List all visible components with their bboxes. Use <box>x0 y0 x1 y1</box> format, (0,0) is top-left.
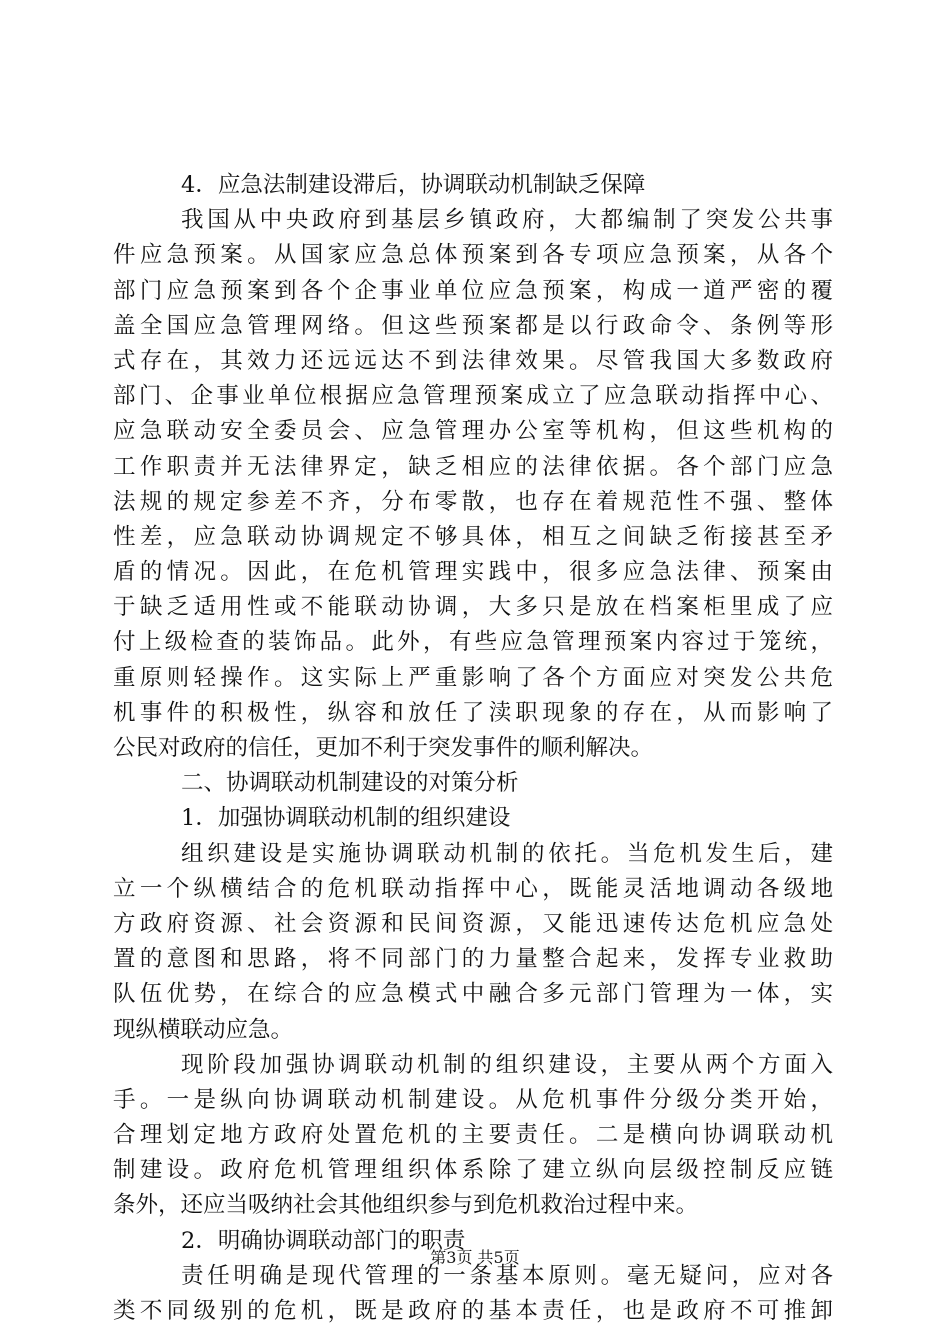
paragraph-line: 我国从中央政府到基层乡镇政府，大都编制了突发公共事 <box>181 207 833 234</box>
paragraph-line: 于缺乏适用性或不能联动协调，大多只是放在档案柜里成了应 <box>113 594 833 621</box>
paragraph-line: 责任明确是现代管理的一条基本原则。毫无疑问，应对各 <box>181 1262 833 1289</box>
paragraph-line: 应急联动安全委员会、应急管理办公室等机构，但这些机构的 <box>113 418 833 445</box>
document-body <box>113 168 833 1329</box>
paragraph-line: 类不同级别的危机，既是政府的基本责任，也是政府不可推卸 <box>113 1298 833 1324</box>
subsection-heading-2: 2．明确协调联动部门的职责 <box>181 1227 466 1254</box>
paragraph-line: 现阶段加强协调联动机制的组织建设，主要从两个方面入 <box>181 1051 833 1078</box>
paragraph-line: 部门、企事业单位根据应急管理预案成立了应急联动指挥中心、 <box>113 383 833 410</box>
section-heading-4: 4．应急法制建设滞后，协调联动机制缺乏保障 <box>181 172 646 198</box>
page-number-footer: 第3页 共5页 <box>430 1248 520 1267</box>
paragraph-line: 合理划定地方政府处置危机的主要责任。二是横向协调联动机 <box>113 1122 833 1149</box>
paragraph-line: 盖全国应急管理网络。但这些预案都是以行政命令、条例等形 <box>113 312 833 339</box>
paragraph-line: 方政府资源、社会资源和民间资源，又能迅速传达危机应急处 <box>113 910 833 937</box>
paragraph-line: 重原则轻操作。这实际上严重影响了各个方面应对突发公共危 <box>113 664 833 691</box>
paragraph-line: 队伍优势，在综合的应急模式中融合多元部门管理为一体，实 <box>113 981 833 1008</box>
paragraph-line: 付上级检查的装饰品。此外，有些应急管理预案内容过于笼统， <box>113 629 833 656</box>
paragraph-line: 立一个纵横结合的危机联动指挥中心，既能灵活地调动各级地 <box>113 875 833 902</box>
paragraph-line: 式存在，其效力还远远达不到法律效果。尽管我国大多数政府 <box>113 347 833 374</box>
paragraph-line: 法规的规定参差不齐，分布零散，也存在着规范性不强、整体 <box>113 488 833 515</box>
subsection-heading-1: 1．加强协调联动机制的组织建设 <box>181 805 511 832</box>
paragraph-line: 机事件的积极性，纵容和放任了渎职现象的存在，从而影响了 <box>113 699 833 726</box>
paragraph-last-line: 条外，还应当吸纳社会其他组织参与到危机救治过程中来。 <box>113 1192 699 1219</box>
paragraph-line: 制建设。政府危机管理组织体系除了建立纵向层级控制反应链 <box>113 1157 833 1184</box>
paragraph-last-line: 现纵横联动应急。 <box>113 1016 294 1043</box>
paragraph-line: 置的意图和思路，将不同部门的力量整合起来，发挥专业救助 <box>113 946 833 973</box>
section-heading-2: 二、协调联动机制建设的对策分析 <box>181 770 519 797</box>
paragraph-line: 盾的情况。因此，在危机管理实践中，很多应急法律、预案由 <box>113 559 833 586</box>
paragraph-line: 组织建设是实施协调联动机制的依托。当危机发生后，建 <box>181 840 833 867</box>
paragraph-line: 性差，应急联动协调规定不够具体，相互之间缺乏衔接甚至矛 <box>113 523 833 550</box>
paragraph-line: 手。一是纵向协调联动机制建设。从危机事件分级分类开始， <box>113 1086 833 1113</box>
paragraph-last-line: 公民对政府的信任，更加不利于突发事件的顺利解决。 <box>113 735 654 761</box>
paragraph-line: 件应急预案。从国家应急总体预案到各专项应急预案，从各个 <box>113 242 833 269</box>
paragraph-line: 工作职责并无法律界定，缺乏相应的法律依据。各个部门应急 <box>113 453 833 480</box>
paragraph-line: 部门应急预案到各个企事业单位应急预案，构成一道严密的覆 <box>113 277 833 304</box>
